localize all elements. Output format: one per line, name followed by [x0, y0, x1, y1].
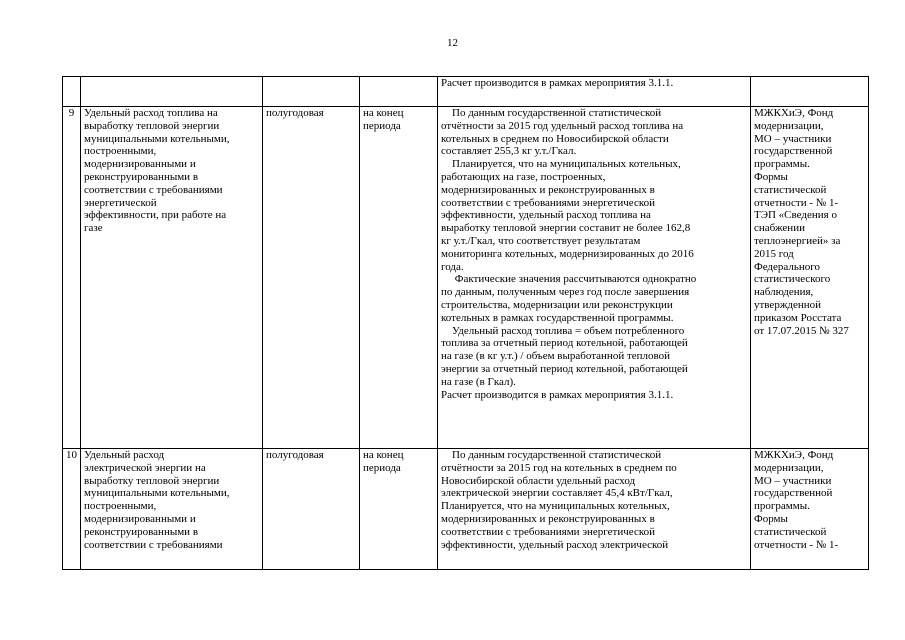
cell-indicator	[81, 107, 263, 449]
cell-source	[751, 107, 869, 449]
text-line: Расчет производится в рамках мероприятия 3.1.1.	[441, 77, 674, 89]
cell-indicator	[81, 77, 263, 107]
text-line: муниципальными котельными,	[84, 487, 230, 500]
cell-periodicity	[263, 77, 360, 107]
text-line: Планируется, что на муниципальных котельных,	[441, 500, 670, 513]
text-line: МО – участники	[754, 132, 832, 145]
cell-number	[63, 77, 81, 107]
text-line: по данным, полученным через год после завершения	[441, 286, 690, 299]
text-line: Фактические значения рассчитываются однократно	[441, 273, 697, 286]
text-line: МЖКХиЭ, Фонд	[754, 449, 834, 461]
cell-period	[360, 77, 438, 107]
text-line: реконструированными в	[84, 525, 199, 538]
text-line: модернизированными и	[84, 158, 196, 171]
text-line: периода	[363, 119, 401, 132]
text-line: газе	[84, 222, 103, 235]
text-line: программы.	[754, 500, 810, 513]
cell-period	[360, 107, 438, 449]
text-line: модернизированных и реконструированных в	[441, 512, 655, 525]
text-line: котельных в рамках государственной программы.	[441, 311, 674, 324]
text-line: По данным государственной статистической	[441, 449, 662, 461]
cell-number: 9	[63, 107, 81, 449]
text-line: Расчет производится в рамках мероприятия 3.1.1.	[441, 388, 674, 401]
text-line: эффективности, удельный расход топлива на	[441, 209, 651, 222]
text-line: на конец	[363, 449, 404, 461]
text-line: Удельный расход	[84, 449, 165, 461]
text-line: выработку тепловой энергии	[84, 474, 220, 487]
text-line: на газе (в кг у.т.) / объем выработанной тепловой	[441, 350, 671, 363]
text-line: реконструированными в	[84, 170, 199, 183]
text-line: энергии за отчетный период котельной, работающей	[441, 362, 688, 375]
table-row	[63, 107, 869, 449]
text-line: муниципальными котельными,	[84, 132, 230, 145]
cell-periodicity: полугодовая	[263, 107, 360, 449]
text-line: топлива за отчетный период котельной, работающей	[441, 337, 688, 350]
text-line: построенными,	[84, 145, 157, 158]
text-line: ТЭП «Сведения о	[754, 209, 837, 222]
text-line: периода	[363, 461, 401, 474]
indicators-table	[62, 76, 869, 570]
text-line: 2015 год	[754, 247, 794, 260]
text-line: приказом Росстата	[754, 311, 842, 324]
text-line: отчётности за 2015 год удельный расход топлива на	[441, 119, 684, 132]
text-line: эффективности, удельный расход электрической	[441, 538, 669, 551]
text-line: модернизированными и	[84, 512, 196, 525]
text-line: мониторинга котельных, модернизированных до 2016	[441, 247, 694, 260]
cell-source	[751, 449, 869, 570]
text-line: строительства, модернизации или реконструкции	[441, 298, 673, 311]
text-line: эффективности, при работе на	[84, 209, 227, 222]
text-line: соответствии с требованиями энергетической	[441, 196, 655, 209]
text-line: соответствии с требованиями	[84, 538, 223, 551]
text-line: энергетической	[84, 196, 157, 209]
cell-period	[360, 449, 438, 570]
text-line: электрической энергии составляет 45,4 кВт/Гкал,	[441, 487, 673, 500]
cell-description	[438, 449, 751, 570]
text-line: статистической	[754, 183, 827, 196]
cell-description	[438, 77, 751, 107]
text-line: модернизации,	[754, 461, 824, 474]
text-line: кг у.т./Гкал, что соответствует результатам	[441, 234, 641, 247]
text-line: Новосибирской области удельный расход	[441, 474, 636, 487]
text-line: По данным государственной статистической	[441, 107, 662, 119]
text-line: наблюдения,	[754, 286, 814, 299]
text-line: Формы	[754, 170, 788, 183]
table-row	[63, 449, 869, 570]
text-line: на газе (в Гкал).	[441, 375, 516, 388]
text-line: работающих на газе, построенных,	[441, 170, 606, 183]
text-line: котельных в среднем по Новосибирской области	[441, 132, 669, 145]
text-line: Федерального	[754, 260, 821, 273]
text-line: построенными,	[84, 500, 157, 513]
text-line: государственной	[754, 487, 833, 500]
text-line: теплоэнергией» за	[754, 234, 841, 247]
text-line: электрической энергии на	[84, 461, 206, 474]
text-line: Удельный расход топлива на	[84, 107, 218, 119]
text-line: выработку тепловой энергии составит не более 162,8	[441, 222, 691, 235]
text-line: статистического	[754, 273, 831, 286]
text-line: модернизированных и реконструированных в	[441, 183, 655, 196]
text-line: года.	[441, 260, 464, 273]
text-line: отчетности - № 1-	[754, 538, 839, 551]
cell-number: 10	[63, 449, 81, 570]
cell-source	[751, 77, 869, 107]
text-line: Планируется, что на муниципальных котельных,	[441, 158, 681, 171]
cell-indicator	[81, 449, 263, 570]
text-line: выработку тепловой энергии	[84, 119, 220, 132]
text-line: Удельный расход топлива = объем потребленного	[441, 324, 685, 337]
text-line: модернизации,	[754, 119, 824, 132]
text-line: государственной	[754, 145, 833, 158]
text-line: статистической	[754, 525, 827, 538]
text-line: Формы	[754, 512, 788, 525]
text-line: на конец	[363, 107, 404, 119]
text-line: отчетности - № 1-	[754, 196, 839, 209]
text-line: от 17.07.2015 № 327	[754, 324, 849, 337]
text-line: снабжении	[754, 222, 805, 235]
cell-periodicity: полугодовая	[263, 449, 360, 570]
text-line: составляет 255,3 кг у.т./Гкал.	[441, 145, 577, 158]
table-row-continued	[63, 77, 869, 107]
text-line: программы.	[754, 158, 810, 171]
text-line: соответствии с требованиями энергетической	[441, 525, 655, 538]
text-line: МЖКХиЭ, Фонд	[754, 107, 834, 119]
page-number: 12	[447, 37, 458, 49]
text-line: МО – участники	[754, 474, 832, 487]
text-line: соответствии с требованиями	[84, 183, 223, 196]
text-line: утвержденной	[754, 298, 822, 311]
text-line: отчётности за 2015 год на котельных в среднем по	[441, 461, 677, 474]
cell-description	[438, 107, 751, 449]
